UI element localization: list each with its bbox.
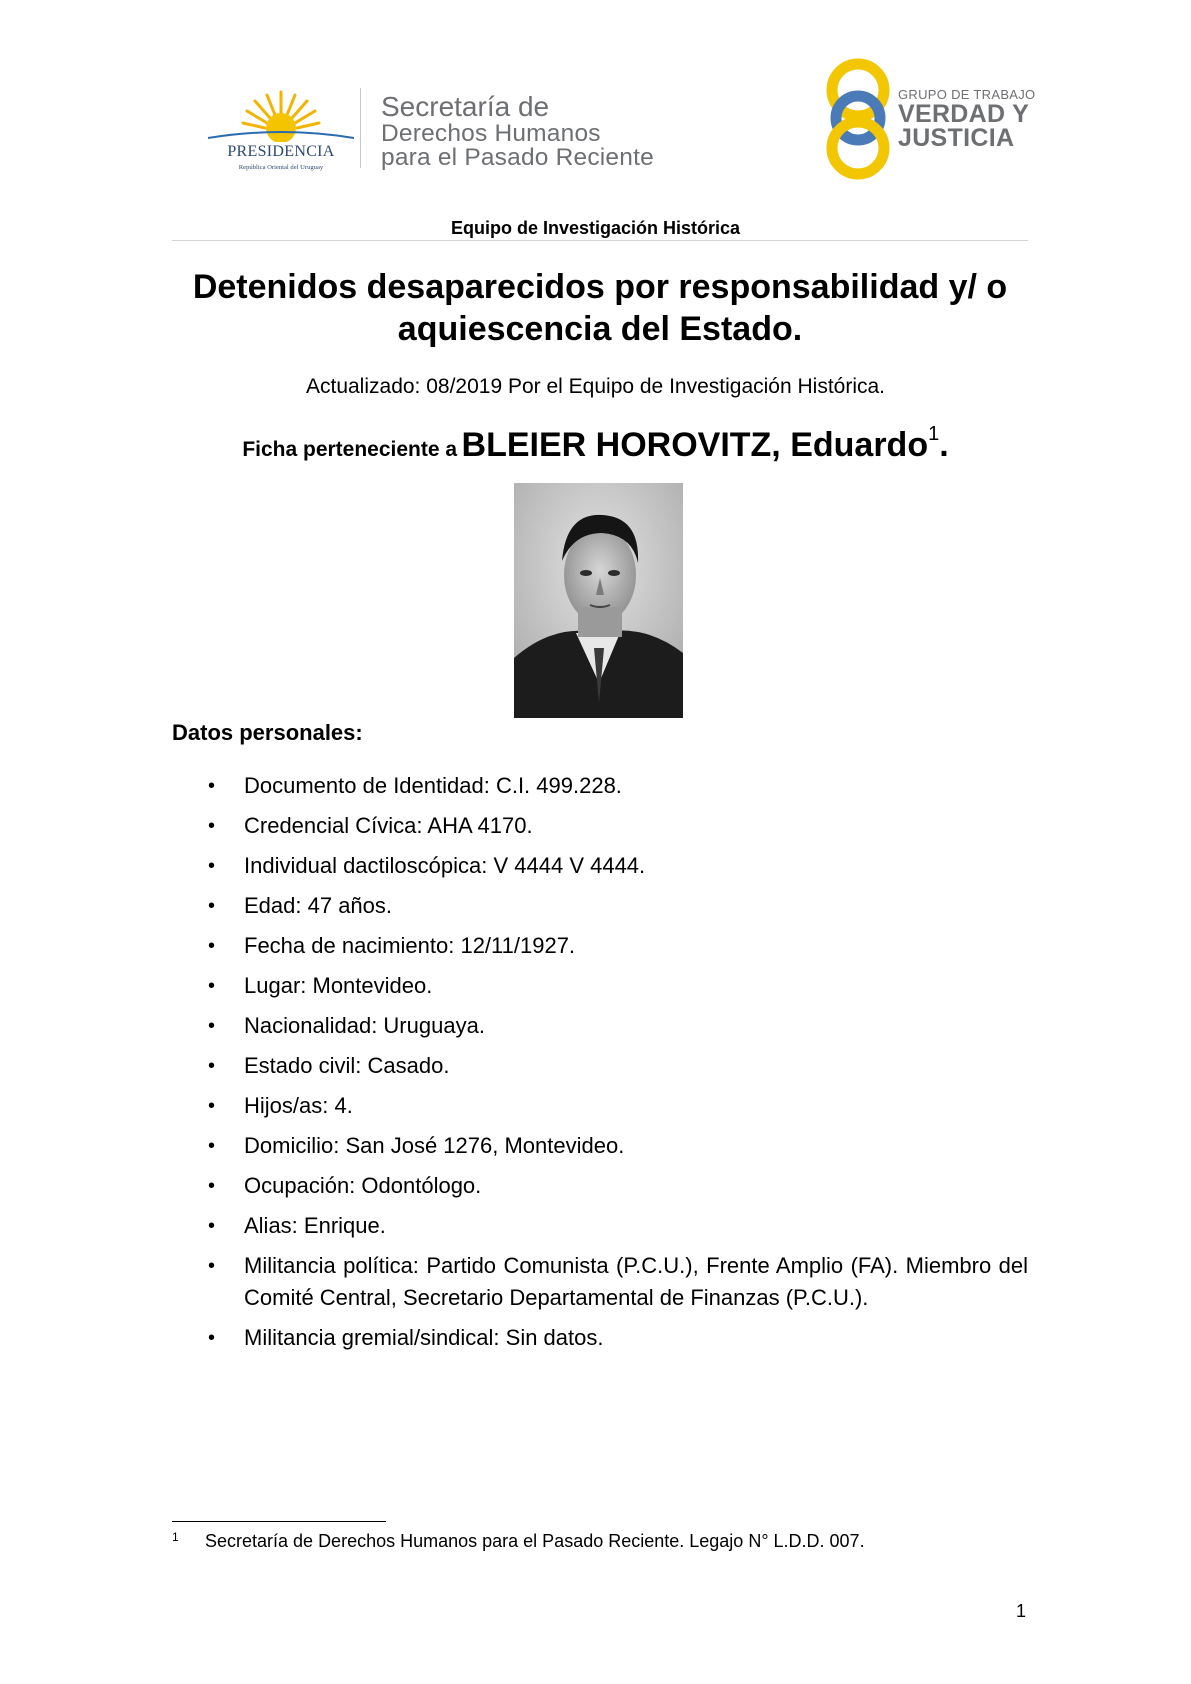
list-item: • Credencial Cívica: AHA 4170.	[208, 810, 1028, 842]
portrait-photo	[514, 483, 683, 718]
person-name: BLEIER HOROVITZ, Eduardo	[461, 426, 929, 464]
footnote-number: 1	[172, 1530, 179, 1544]
secretaria-line-2: Derechos Humanos	[381, 120, 601, 147]
ficha-prefix: Ficha perteneciente a	[242, 438, 458, 461]
secretaria-logo-text	[381, 92, 654, 170]
team-label: Equipo de Investigación Histórica	[450, 218, 741, 238]
presidencia-logo	[206, 86, 356, 172]
presidencia-name: PRESIDENCIA	[227, 143, 335, 160]
section-title: Datos personales:	[172, 720, 363, 745]
list-item: • Hijos/as: 4.	[208, 1090, 1028, 1122]
footnote-rule	[172, 1521, 386, 1522]
logo-divider	[360, 88, 361, 168]
list-item: • Edad: 47 años.	[208, 890, 1028, 922]
list-item: • Fecha de nacimiento: 12/11/1927.	[208, 930, 1028, 962]
linked-rings-icon	[822, 56, 898, 180]
verdad-justicia-text	[898, 88, 1035, 150]
ficha-heading	[0, 423, 1191, 465]
list-item: • Militancia gremial/sindical: Sin datos.	[208, 1322, 1028, 1354]
list-item: • Alias: Enrique.	[208, 1210, 1028, 1242]
footnote-text: Secretaría de Derechos Humanos para el Pasado Reciente. Legajo N° L.D.D. 007.	[205, 1531, 865, 1551]
list-item: • Estado civil: Casado.	[208, 1050, 1028, 1082]
ficha-period: .	[939, 426, 949, 464]
presidencia-subtitle: República Oriental del Uruguay	[238, 164, 324, 171]
list-item: • Militancia política: Partido Comunista (P.C.U.), Frente Amplio (FA). Miembro del Comité Central, Secretario Departamental de Finanzas (P.C.U.).	[208, 1250, 1028, 1314]
sun-icon	[206, 86, 356, 142]
verdad-justicia-logo	[822, 56, 898, 180]
grupo-line-3: JUSTICIA	[898, 124, 1015, 152]
page-number: 1	[1016, 1601, 1027, 1621]
list-item: • Ocupación: Odontólogo.	[208, 1170, 1028, 1202]
personal-data-list	[208, 770, 1028, 1362]
secretaria-line-3: para el Pasado Reciente	[381, 144, 654, 171]
grupo-line-2: VERDAD Y	[898, 100, 1030, 128]
grupo-line-1: GRUPO DE TRABAJO	[898, 87, 1036, 102]
header-rule	[172, 240, 1028, 241]
updated-line: Actualizado: 08/2019 Por el Equipo de Investigación Histórica.	[305, 375, 886, 398]
secretaria-line-1: Secretaría de	[381, 91, 550, 122]
list-item: • Nacionalidad: Uruguaya.	[208, 1010, 1028, 1042]
list-item: • Individual dactiloscópica: V 4444 V 4444.	[208, 850, 1028, 882]
footnote-ref[interactable]: 1	[928, 423, 940, 445]
page-title: Detenidos desaparecidos por responsabilidad y/ o aquiescencia del Estado.	[192, 268, 1008, 348]
list-item: • Domicilio: San José 1276, Montevideo.	[208, 1130, 1028, 1162]
list-item: • Lugar: Montevideo.	[208, 970, 1028, 1002]
list-item: • Documento de Identidad: C.I. 499.228.	[208, 770, 1028, 802]
